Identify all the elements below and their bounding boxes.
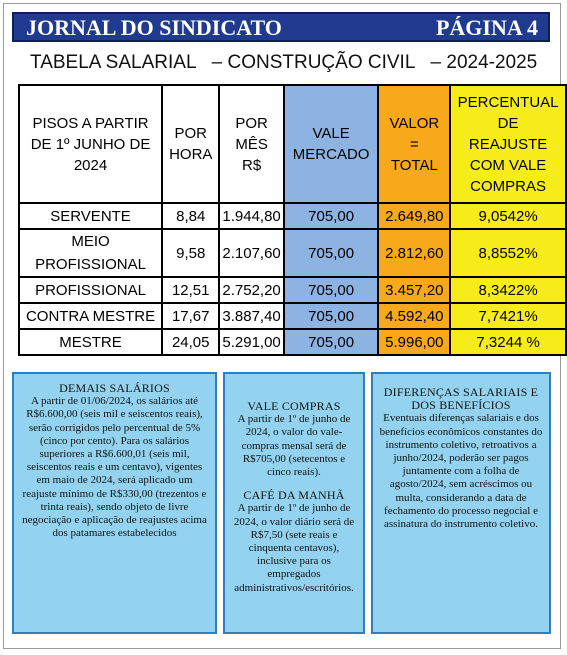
cell-percent: 9,0542% xyxy=(450,203,566,229)
box-body: A partir de 01/06/2024, os salários até R$6.600,00 (seis mil e seiscentos reais), serão corrigidos pelo percentual de 5% (cinco por cento). Para os salários superiores a R$6.600,01 (seis mil, seiscentos reais e um centavo), vigentes em maio de 2024, será aplicado um reajuste mínimo de R$330,00 (trezentos e trinta reais), sendo objeto de livre negociação e aplicação de reajustes acima dos patamares estabelecidos xyxy=(22,395,207,540)
box-title-cafe: CAFÉ DA MANHÃ xyxy=(243,488,345,503)
page-number: PÁGINA 4 xyxy=(435,15,538,40)
cell-month: 3.887,40 xyxy=(219,303,283,329)
header-valor-total: VALOR = TOTAL xyxy=(378,85,450,203)
table-row xyxy=(19,229,566,277)
page-header xyxy=(12,12,550,42)
box-title: DIFERENÇAS SALARIAIS E DOS BENEFÍCIOS xyxy=(383,385,539,413)
cell-hour: 12,51 xyxy=(162,277,219,303)
box-title-vale: VALE COMPRAS xyxy=(247,399,341,413)
cell-vale: 705,00 xyxy=(284,303,379,329)
cell-percent: 7,3244 % xyxy=(450,329,566,355)
cell-total: 2.649,80 xyxy=(378,203,450,229)
cell-percent: 8,8552% xyxy=(450,229,566,277)
box-body-cafe: A partir de 1º de junho de 2024, o valor diário será de R$7,50 (sete reais e cinquenta centavos), inclusive para os empregados administrativos/escritórios. xyxy=(233,502,355,594)
cell-month: 2.752,20 xyxy=(219,277,283,303)
cell-hour: 24,05 xyxy=(162,329,219,355)
cell-percent: 8,3422% xyxy=(450,277,566,303)
table-row xyxy=(19,277,566,303)
cell-category: SERVENTE xyxy=(19,203,162,229)
cell-category: PROFISSIONAL xyxy=(19,277,162,303)
header-percentual: PERCENTUAL DE REAJUSTE COM VALE COMPRAS xyxy=(450,85,566,203)
cell-vale: 705,00 xyxy=(284,329,379,355)
box-demais-salarios xyxy=(12,372,217,634)
cell-hour: 17,67 xyxy=(162,303,219,329)
cell-month: 2.107,60 xyxy=(219,229,283,277)
box-title: DEMAIS SALÁRIOS xyxy=(59,381,170,395)
header-por-hora: POR HORA xyxy=(162,85,219,203)
cell-vale: 705,00 xyxy=(284,229,379,277)
cell-total: 5.996,00 xyxy=(378,329,450,355)
box-vale-cafe xyxy=(223,372,365,634)
cell-vale: 705,00 xyxy=(284,277,379,303)
header-pisos: PISOS A PARTIR DE 1º JUNHO DE 2024 xyxy=(19,85,162,203)
cell-percent: 7,7421% xyxy=(450,303,566,329)
box-body-vale: A partir de 1º de junho de 2024, o valor do vale-compras mensal será de R$705,00 (setecentos e cinco reais). xyxy=(237,413,351,479)
cell-category: MESTRE xyxy=(19,329,162,355)
salary-table xyxy=(18,84,567,356)
table-header-row xyxy=(19,85,566,203)
table-row xyxy=(19,203,566,229)
cell-total: 4.592,40 xyxy=(378,303,450,329)
cell-month: 5.291,00 xyxy=(219,329,283,355)
table-title: TABELA SALARIAL – CONSTRUÇÃO CIVIL – 2024-2025 xyxy=(30,52,538,73)
cell-category: MEIO PROFISSIONAL xyxy=(19,229,162,277)
box-diferencas xyxy=(371,372,551,634)
table-row xyxy=(19,303,566,329)
box-body: Eventuais diferenças salariais e dos benefícios econômicos constantes do instrumento coletivo, retroativos a junho/2024, poderão ser pagos juntamente com a folha de agosto/2024, sem acréscimos ou multa, considerando a data de fechamento do processo negocial e assinatura do instrumento coletivo. xyxy=(379,412,543,531)
cell-hour: 9,58 xyxy=(162,229,219,277)
table-row xyxy=(19,329,566,355)
cell-month: 1.944,80 xyxy=(219,203,283,229)
cell-hour: 8,84 xyxy=(162,203,219,229)
newspaper-title: JORNAL DO SINDICATO xyxy=(26,15,282,40)
cell-category: CONTRA MESTRE xyxy=(19,303,162,329)
header-vale-mercado: VALE MERCADO xyxy=(284,85,379,203)
cell-total: 2.812,60 xyxy=(378,229,450,277)
header-por-mes: POR MÊS R$ xyxy=(219,85,283,203)
cell-vale: 705,00 xyxy=(284,203,379,229)
cell-total: 3.457,20 xyxy=(378,277,450,303)
